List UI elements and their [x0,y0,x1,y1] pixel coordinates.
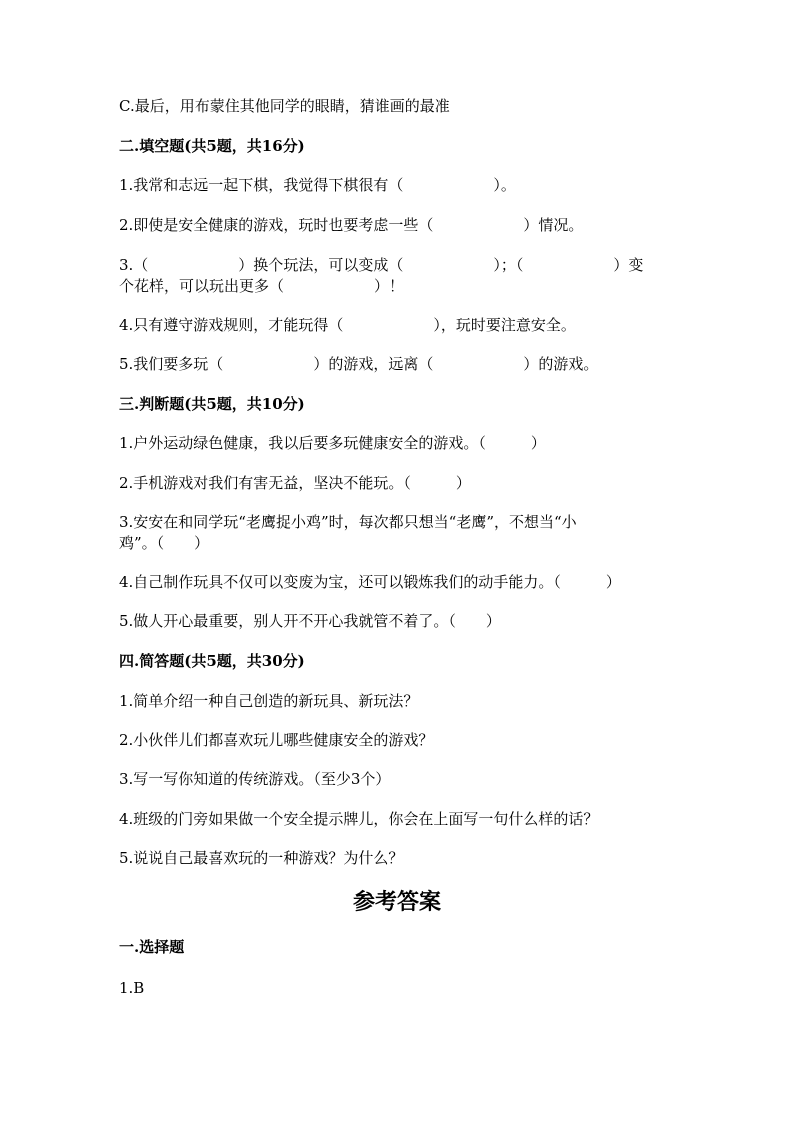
fill-blank-question-3-line-2: 个花样，可以玩出更多（ ）！ [119,277,405,295]
section-heading-true-false: 三.判断题(共5题，共10分) [119,395,305,413]
fill-blank-question-3-line-1: 3.（ ）换个玩法，可以变成（ ）；（ ）变 [119,256,644,274]
fill-blank-question-4: 4.只有遵守游戏规则，才能玩得（ ），玩时要注意安全。 [119,316,576,334]
fill-blank-question-5: 5.我们要多玩（ ）的游戏，远离（ ）的游戏。 [119,355,599,373]
answer-item-1: 1.B [119,979,145,997]
fill-blank-question-2: 2.即使是安全健康的游戏，玩时也要考虑一些（ ）情况。 [119,216,584,234]
true-false-question-1: 1.户外运动绿色健康，我以后要多玩健康安全的游戏。（ ） [119,434,546,452]
section-heading-short-answer: 四.简答题(共5题，共30分) [119,652,305,670]
fill-blank-question-1: 1.我常和志远一起下棋，我觉得下棋很有（ ）。 [119,176,516,194]
answer-section-heading-choice: 一.选择题 [119,938,185,956]
true-false-question-5: 5.做人开心最重要，别人开不开心我就管不着了。（ ） [119,612,501,630]
answer-key-title: 参考答案 [352,889,441,915]
true-false-question-3-line-2: 鸡”。（ ） [119,534,210,552]
option-c-text: C.最后，用布蒙住其他同学的眼睛，猜谁画的最准 [119,97,450,115]
section-heading-fill-blank: 二.填空题(共5题，共16分) [119,137,305,155]
short-answer-question-5: 5.说说自己最喜欢玩的一种游戏？为什么？ [119,849,404,867]
true-false-question-2: 2.手机游戏对我们有害无益，坚决不能玩。（ ） [119,474,471,492]
short-answer-question-1: 1.简单介绍一种自己创造的新玩具、新玩法？ [119,692,419,710]
true-false-question-4: 4.自己制作玩具不仅可以变废为宝，还可以锻炼我们的动手能力。（ ） [119,573,621,591]
short-answer-question-2: 2.小伙伴儿们都喜欢玩儿哪些健康安全的游戏？ [119,731,434,749]
short-answer-question-4: 4.班级的门旁如果做一个安全提示牌儿，你会在上面写一句什么样的话？ [119,810,599,828]
short-answer-question-3: 3.写一写你知道的传统游戏。（至少3个） [119,770,391,788]
true-false-question-3-line-1: 3.安安在和同学玩“老鹰捉小鸡”时，每次都只想当“老鹰”，不想当“小 [119,513,577,531]
